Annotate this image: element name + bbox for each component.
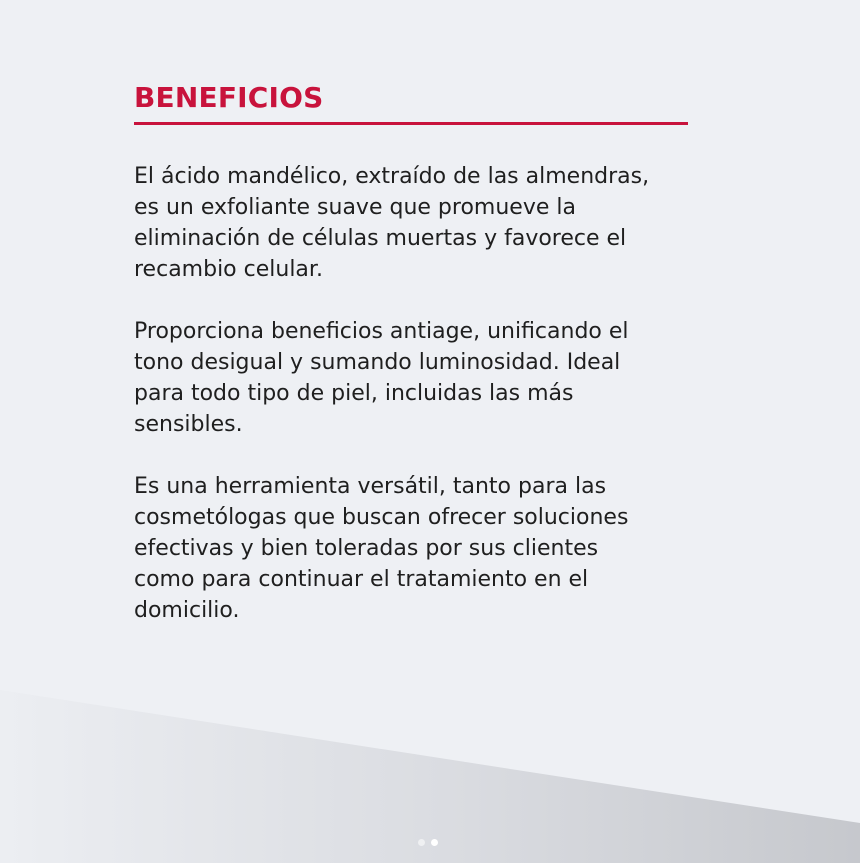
benefit-paragraph-3: Es una herramienta versátil, tanto para las cosmetólogas que buscan ofrecer soluciones efectivas y bien toleradas por sus clientes como para continuar el tratamiento en el domicilio. [134, 474, 629, 623]
carousel-pagination [418, 839, 438, 846]
benefit-paragraph-2: Proporciona beneficios antiage, unificando el tono desigual y sumando luminosidad. Ideal para todo tipo de piel, incluidas las más sensibles. [134, 319, 629, 437]
benefit-paragraph-1: El ácido mandélico, extraído de las almendras, es un exfoliante suave que promueve la eliminación de células muertas y favorece el recambio celular. [134, 164, 650, 282]
heading-divider [134, 122, 688, 125]
section-heading: BENEFICIOS [134, 81, 324, 114]
pagination-dot-1[interactable] [418, 839, 425, 846]
pagination-dot-2[interactable] [431, 839, 438, 846]
benefits-section [134, 78, 688, 657]
